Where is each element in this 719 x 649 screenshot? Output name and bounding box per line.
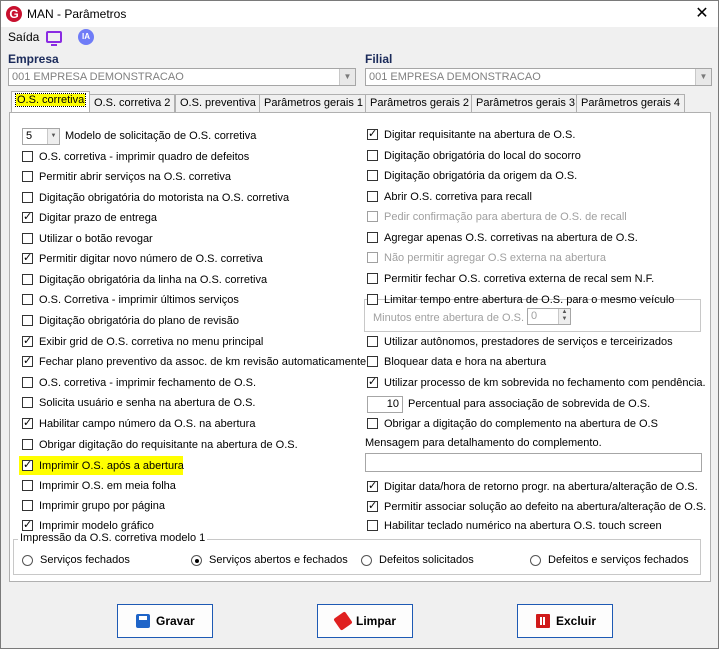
minutos-label: Minutos entre abertura de O.S. — [373, 312, 525, 324]
modelo-select[interactable] — [22, 128, 60, 145]
tab-parametros-gerais-4[interactable]: Parâmetros gerais 4 — [576, 94, 685, 112]
window-title: MAN - Parâmetros — [27, 7, 127, 21]
percentual-input[interactable] — [367, 396, 403, 413]
empresa-value: 001 EMPRESA DEMONSTRACAO — [12, 71, 184, 83]
mensagem-label: Mensagem para detalhamento do complemento. — [365, 437, 602, 449]
modelo-value: 5 — [26, 130, 33, 142]
modelo-label: Modelo de solicitação de O.S. corretiva — [65, 130, 257, 142]
minutos-value: 0 — [531, 310, 538, 322]
limpar-button[interactable]: Limpar — [317, 604, 413, 638]
tab-os-corretiva[interactable]: O.S. corretiva — [11, 91, 90, 113]
empresa-select[interactable] — [8, 68, 356, 86]
monitor-icon[interactable] — [46, 31, 62, 43]
chevron-down-icon[interactable]: ▼ — [695, 69, 711, 85]
tab-os-preventiva[interactable]: O.S. preventiva — [175, 94, 261, 112]
chevron-down-icon[interactable]: ▼ — [47, 129, 59, 144]
tab-parametros-gerais-2[interactable]: Parâmetros gerais 2 — [365, 94, 474, 112]
close-icon[interactable]: ✕ — [695, 5, 709, 22]
empresa-label: Empresa — [8, 52, 59, 66]
gravar-button[interactable]: Gravar — [117, 604, 213, 638]
trash-icon — [536, 614, 550, 628]
tab-parametros-gerais-3[interactable]: Parâmetros gerais 3 — [471, 94, 580, 112]
filial-value: 001 EMPRESA DEMONSTRACAO — [369, 71, 541, 83]
tab-parametros-gerais-1[interactable]: Parâmetros gerais 1 — [259, 94, 368, 112]
filial-label: Filial — [365, 52, 393, 66]
eraser-icon — [333, 611, 352, 630]
chevron-down-icon[interactable]: ▼ — [339, 69, 355, 85]
cb-limitar-tempo[interactable]: Limitar tempo entre abertura de O.S. para o mesmo veículo — [367, 293, 370, 309]
percentual-value: 10 — [386, 398, 399, 410]
tab-panel-os-corretiva: 5 ▼ Modelo de solicitação de O.S. corretiva O.S. corretiva - imprimir quadro de defeitos Permitir abrir serviços na O.S. corretiva Digitação obrigatória do motorista na O.S. corretiva ✓ Digitar prazo de entrega Utilizar o botão revogar ✓ Permitir digitar novo número de O.S. corretiva Digitação obrigatória da linha na O.S. corretiva O.S. Corretiva - imprimir últimos serviços Digitação obrigatória do plano de revisão ✓ Exibir grid de O.S. corretiva no menu principal ✓ Fechar plano preventivo da assoc. de km revisão automaticamente O.S. corretiva - imprimir fechamento de O.S. Solicita usuário e senha na abertura de O.S. ✓ Habilitar campo número da O.S. na abertura Obrigar digitação do requisitante na abertura de O.S. ✓ Imprimir O.S. após a abertura Imprimir O.S. em meia folha Imprimir grupo por página ✓ Imprimir modelo gráfico ✓ Digitar requisitante na abertura de O.S. Digitação obrigatória do local do socorro Digitação obrigatória da origem da O.S. Abrir O.S. corretiva para recall Pedir confirmação para abertura de O.S. de recall Agregar apenas O.S. corretivas na abertura de O.S. Não permitir agregar O.S externa na abertura Permitir fechar O.S. corretiva externa de recal sem N.F. Limitar tempo entre abertura de O.S. para o mesmo veículo Minutos entre abertura de O.S. 0 ▲ ▼ Utilizar autônomos, prestadores de serviços e terceirizados Bloquear data e hora na abertura ✓ Utilizar processo de km sobrevida no fechamento com pendência. 10 Percentual para associação de sobrevida de O.S. Obrigar a digitação do complemento na abertura de O.S Mensagem para detalhamento do complemento. ✓ Digitar data/hora de retorno progr. na abertura/alteração de O.S. ✓ Permitir associar solução ao defeito na abertura/alteração de O.S. Habilitar teclado numérico na abertura O.S. touch screen Impressão da O.S. corretiva modelo 1 Serviços fechados Serviços abertos e fechados Defeitos solicitados Defeitos e serviços fechados — [9, 112, 711, 582]
mensagem-input[interactable] — [365, 453, 702, 472]
app-logo-icon: G — [6, 6, 22, 22]
cb-imprimir-apos-abertura[interactable]: ✓ Imprimir O.S. após a abertura — [19, 456, 183, 475]
menu-bar — [1, 27, 718, 49]
save-icon — [136, 614, 150, 628]
menu-saida[interactable]: Saída — [8, 30, 40, 44]
impressao-title: Impressão da O.S. corretiva modelo 1 — [20, 532, 206, 544]
filial-select[interactable] — [365, 68, 712, 86]
stepper-arrows-icon[interactable]: ▲ ▼ — [558, 309, 570, 324]
excluir-button[interactable]: Excluir — [517, 604, 613, 638]
title-bar — [1, 1, 718, 27]
ia-icon[interactable]: IA — [78, 29, 94, 45]
percentual-label: Percentual para associação de sobrevida de O.S. — [408, 398, 651, 410]
tab-os-corretiva-2[interactable]: O.S. corretiva 2 — [89, 94, 175, 112]
minutos-stepper[interactable] — [527, 308, 571, 325]
